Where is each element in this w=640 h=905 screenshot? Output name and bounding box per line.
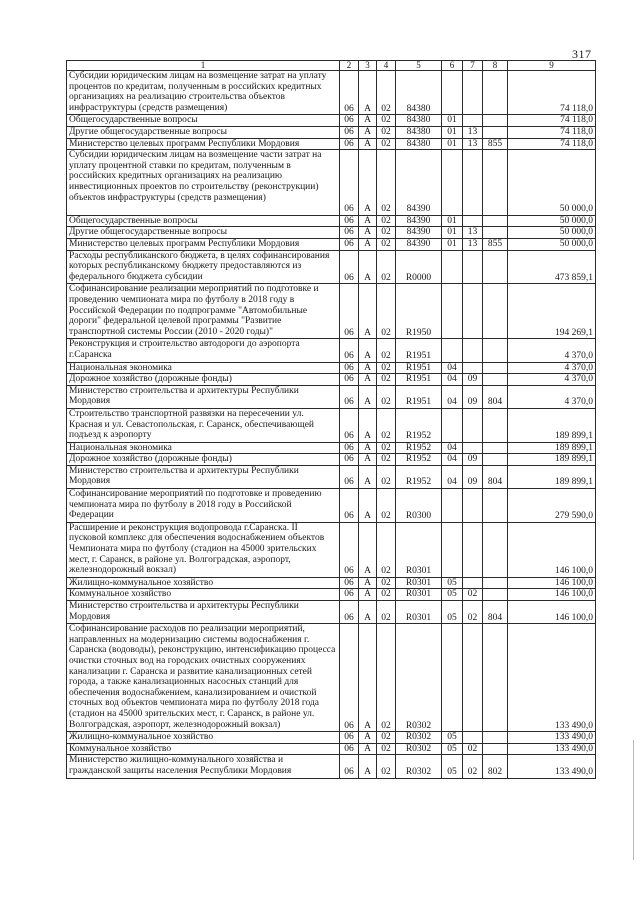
amount-cell: 4 370,0: [508, 374, 596, 386]
code-cell: 01: [442, 115, 463, 127]
amount-cell: 189 899,1: [508, 454, 596, 466]
code-cell: [483, 624, 508, 732]
code-cell: А: [359, 755, 377, 778]
code-cell: 06: [340, 589, 359, 601]
code-cell: 09: [463, 465, 483, 488]
scan-edge-mark: [633, 740, 634, 860]
code-cell: А: [359, 138, 377, 150]
table-row: [67, 138, 596, 150]
table-row: [67, 374, 596, 386]
code-cell: 05: [442, 577, 463, 589]
code-cell: [442, 250, 463, 284]
budget-table: [66, 60, 596, 779]
code-cell: 84390: [396, 238, 442, 250]
table-row: [67, 150, 596, 216]
code-cell: 02: [463, 601, 483, 624]
code-cell: 02: [377, 284, 396, 339]
code-cell: R0302: [396, 732, 442, 744]
code-cell: 06: [340, 732, 359, 744]
code-cell: [463, 522, 483, 577]
code-cell: 02: [377, 589, 396, 601]
code-cell: 06: [340, 442, 359, 454]
column-header: 2: [340, 61, 359, 71]
row-name-cell: Софинансирование мероприятий по подготовке и проведению чемпионата мира по футболу в 2018 году в Российской Федерации: [67, 489, 340, 523]
column-header: 3: [359, 61, 377, 71]
code-cell: 06: [340, 577, 359, 589]
code-cell: 02: [377, 465, 396, 488]
code-cell: 02: [463, 589, 483, 601]
code-cell: 02: [377, 624, 396, 732]
table-row: [67, 732, 596, 744]
amount-cell: 146 100,0: [508, 601, 596, 624]
code-cell: 06: [340, 743, 359, 755]
code-cell: [483, 115, 508, 127]
table-row: [67, 743, 596, 755]
code-cell: R1952: [396, 465, 442, 488]
amount-cell: 74 118,0: [508, 71, 596, 115]
code-cell: 84390: [396, 150, 442, 216]
column-header: 1: [67, 61, 340, 71]
code-cell: 02: [377, 522, 396, 577]
table-row: [67, 442, 596, 454]
code-cell: [463, 577, 483, 589]
code-cell: 02: [377, 385, 396, 408]
code-cell: А: [359, 743, 377, 755]
code-cell: R1951: [396, 339, 442, 362]
table-row: [67, 238, 596, 250]
amount-cell: 74 118,0: [508, 138, 596, 150]
code-cell: [483, 227, 508, 239]
code-cell: R1951: [396, 374, 442, 386]
code-cell: А: [359, 589, 377, 601]
code-cell: 02: [377, 115, 396, 127]
code-cell: 04: [442, 385, 463, 408]
page-number: 317: [572, 47, 592, 61]
code-cell: 84380: [396, 138, 442, 150]
row-name-cell: Министерство жилищно-коммунального хозяйства и гражданской защиты населения Республики Мордовия: [67, 755, 340, 778]
code-cell: R0302: [396, 624, 442, 732]
code-cell: [483, 215, 508, 227]
code-cell: [442, 408, 463, 442]
row-name-cell: Жилищно-коммунальное хозяйство: [67, 732, 340, 744]
table-row: [67, 489, 596, 523]
row-name-cell: Софинансирование реализации мероприятий по подготовке и проведению чемпионата мира по футболу в 2018 году в Российской Федерации по подпрограмме "Автомобильные дороги" федеральной целевой программы "Развитие транспортной системы России (2010 - 2020 годы)": [67, 284, 340, 339]
amount-cell: 146 100,0: [508, 577, 596, 589]
code-cell: [463, 284, 483, 339]
code-cell: 06: [340, 385, 359, 408]
code-cell: 84380: [396, 126, 442, 138]
code-cell: 01: [442, 238, 463, 250]
code-cell: R0300: [396, 489, 442, 523]
code-cell: [463, 732, 483, 744]
code-cell: [483, 339, 508, 362]
code-cell: [463, 408, 483, 442]
code-cell: 06: [340, 522, 359, 577]
table-row: [67, 454, 596, 466]
code-cell: 06: [340, 71, 359, 115]
code-cell: R0302: [396, 743, 442, 755]
code-cell: 06: [340, 238, 359, 250]
row-name-cell: Реконструкция и строительство автодороги до аэропорта г.Саранска: [67, 339, 340, 362]
code-cell: А: [359, 489, 377, 523]
code-cell: [463, 489, 483, 523]
code-cell: 02: [463, 743, 483, 755]
code-cell: 01: [442, 138, 463, 150]
code-cell: А: [359, 71, 377, 115]
row-name-cell: Жилищно-коммунальное хозяйство: [67, 577, 340, 589]
code-cell: А: [359, 408, 377, 442]
code-cell: [442, 624, 463, 732]
table-row: [67, 227, 596, 239]
code-cell: 02: [377, 339, 396, 362]
row-name-cell: Субсидии юридическим лицам на возмещение затрат на уплату процентов по кредитам, полученным в российских кредитных организациях на реализацию строительства объектов инфраструктуры (средств размещения): [67, 71, 340, 115]
code-cell: А: [359, 732, 377, 744]
table-row: [67, 284, 596, 339]
code-cell: 09: [463, 374, 483, 386]
code-cell: А: [359, 115, 377, 127]
code-cell: 06: [340, 755, 359, 778]
code-cell: 02: [377, 732, 396, 744]
code-cell: R0301: [396, 601, 442, 624]
amount-cell: 189 899,1: [508, 408, 596, 442]
code-cell: А: [359, 227, 377, 239]
table-row: [67, 601, 596, 624]
code-cell: 02: [377, 215, 396, 227]
code-cell: 05: [442, 755, 463, 778]
amount-cell: 189 899,1: [508, 442, 596, 454]
column-header: 8: [483, 61, 508, 71]
code-cell: 05: [442, 589, 463, 601]
amount-cell: 50 000,0: [508, 227, 596, 239]
code-cell: А: [359, 522, 377, 577]
table-row: [67, 126, 596, 138]
code-cell: 804: [483, 465, 508, 488]
code-cell: [483, 362, 508, 374]
code-cell: [483, 577, 508, 589]
code-cell: 09: [463, 385, 483, 408]
code-cell: 04: [442, 374, 463, 386]
column-header: 5: [396, 61, 442, 71]
code-cell: 05: [442, 732, 463, 744]
row-name-cell: Общегосударственные вопросы: [67, 115, 340, 127]
amount-cell: 194 269,1: [508, 284, 596, 339]
row-name-cell: Софинансирование расходов по реализации мероприятий, направленных на модернизацию системы водоснабжения г. Саранска (водоводы), реконструкцию, интенсификацию процесса очистки сточных вод на городских очистных сооружениях канализации г. Саранска и развитие канализационных сетей города, а также канализационных насосных станций для обеспечения водоснабжением, канализированием и очисткой сточных вод объектов чемпионата мира по футболу 2018 года (стадион на 45000 зрительских мест, г. Саранск, в районе ул. Волгоградская, аэропорт, железнодорожный вокзал): [67, 624, 340, 732]
code-cell: R1951: [396, 362, 442, 374]
code-cell: 06: [340, 138, 359, 150]
table-row: [67, 408, 596, 442]
code-cell: [463, 442, 483, 454]
code-cell: [463, 250, 483, 284]
code-cell: R0301: [396, 589, 442, 601]
code-cell: 02: [377, 601, 396, 624]
code-cell: 06: [340, 454, 359, 466]
row-name-cell: Строительство транспортной развязки на пересечении ул. Красная и ул. Севастопольская, г. Саранск, обеспечивающей подъезд к аэропорту: [67, 408, 340, 442]
code-cell: 84380: [396, 115, 442, 127]
code-cell: [483, 126, 508, 138]
code-cell: 02: [377, 408, 396, 442]
code-cell: 06: [340, 126, 359, 138]
code-cell: [442, 284, 463, 339]
code-cell: А: [359, 465, 377, 488]
code-cell: 13: [463, 126, 483, 138]
code-cell: 02: [377, 150, 396, 216]
amount-cell: 133 490,0: [508, 624, 596, 732]
code-cell: [463, 150, 483, 216]
code-cell: А: [359, 442, 377, 454]
amount-cell: 279 590,0: [508, 489, 596, 523]
code-cell: 01: [442, 126, 463, 138]
code-cell: 804: [483, 601, 508, 624]
code-cell: R1950: [396, 284, 442, 339]
row-name-cell: Расходы республиканского бюджета, в целях софинансирования которых республиканскому бюджету предоставляются из федерального бюджета субсидии: [67, 250, 340, 284]
code-cell: 05: [442, 743, 463, 755]
table-row: [67, 250, 596, 284]
table-row: [67, 115, 596, 127]
code-cell: 06: [340, 215, 359, 227]
code-cell: R0301: [396, 522, 442, 577]
code-cell: 09: [463, 454, 483, 466]
row-name-cell: Министерство строительства и архитектуры Республики Мордовия: [67, 601, 340, 624]
code-cell: 06: [340, 150, 359, 216]
code-cell: А: [359, 238, 377, 250]
code-cell: R0301: [396, 577, 442, 589]
code-cell: 02: [377, 454, 396, 466]
code-cell: А: [359, 362, 377, 374]
code-cell: 06: [340, 465, 359, 488]
code-cell: 04: [442, 465, 463, 488]
code-cell: 804: [483, 385, 508, 408]
code-cell: R1951: [396, 385, 442, 408]
row-name-cell: Другие общегосударственные вопросы: [67, 126, 340, 138]
table-row: [67, 385, 596, 408]
row-name-cell: Коммунальное хозяйство: [67, 743, 340, 755]
table-row: [67, 362, 596, 374]
amount-cell: 50 000,0: [508, 215, 596, 227]
code-cell: [463, 215, 483, 227]
code-cell: А: [359, 250, 377, 284]
table-row: [67, 624, 596, 732]
code-cell: 06: [340, 489, 359, 523]
table-row: [67, 465, 596, 488]
code-cell: 06: [340, 339, 359, 362]
code-cell: 13: [463, 227, 483, 239]
code-cell: 01: [442, 215, 463, 227]
code-cell: 02: [463, 755, 483, 778]
code-cell: 02: [377, 138, 396, 150]
code-cell: 06: [340, 115, 359, 127]
code-cell: 06: [340, 284, 359, 339]
code-cell: 02: [377, 238, 396, 250]
code-cell: 05: [442, 601, 463, 624]
table-row: [67, 577, 596, 589]
code-cell: R0000: [396, 250, 442, 284]
code-cell: 02: [377, 250, 396, 284]
code-cell: 02: [377, 227, 396, 239]
code-cell: 04: [442, 454, 463, 466]
row-name-cell: Другие общегосударственные вопросы: [67, 227, 340, 239]
code-cell: 06: [340, 374, 359, 386]
code-cell: 02: [377, 743, 396, 755]
amount-cell: 50 000,0: [508, 150, 596, 216]
code-cell: [483, 284, 508, 339]
code-cell: А: [359, 385, 377, 408]
row-name-cell: Министерство целевых программ Республики Мордовия: [67, 138, 340, 150]
code-cell: [463, 339, 483, 362]
row-name-cell: Министерство целевых программ Республики Мордовия: [67, 238, 340, 250]
code-cell: 84380: [396, 71, 442, 115]
code-cell: R1952: [396, 454, 442, 466]
table-row: [67, 522, 596, 577]
row-name-cell: Общегосударственные вопросы: [67, 215, 340, 227]
code-cell: А: [359, 601, 377, 624]
code-cell: [483, 374, 508, 386]
code-cell: [463, 624, 483, 732]
code-cell: 02: [377, 71, 396, 115]
amount-cell: 133 490,0: [508, 732, 596, 744]
code-cell: 855: [483, 238, 508, 250]
amount-cell: 473 859,1: [508, 250, 596, 284]
code-cell: [483, 150, 508, 216]
code-cell: А: [359, 126, 377, 138]
code-cell: 04: [442, 442, 463, 454]
code-cell: 02: [377, 489, 396, 523]
table-row: [67, 755, 596, 778]
code-cell: [483, 442, 508, 454]
code-cell: 06: [340, 362, 359, 374]
column-header: 9: [508, 61, 596, 71]
row-name-cell: Расширение и реконструкция водопровода г.Саранска. II пусковой комплекс для обеспечения водоснабжением объектов Чемпионата мира по футболу (стадион на 45000 зрительских мест, г. Саранск, в районе ул. Волгоградская, аэропорт, железнодорожный вокзал): [67, 522, 340, 577]
code-cell: А: [359, 339, 377, 362]
row-name-cell: Министерство строительства и архитектуры Республики Мордовия: [67, 385, 340, 408]
row-name-cell: Субсидии юридическим лицам на возмещение части затрат на уплату процентной ставки по кредитам, полученным в российских кредитных организациях на реализацию инвестиционных проектов по строительству (реконструкции) объектов инфраструктуры (средств размещения): [67, 150, 340, 216]
code-cell: А: [359, 374, 377, 386]
code-cell: 06: [340, 601, 359, 624]
code-cell: 13: [463, 138, 483, 150]
row-name-cell: Национальная экономика: [67, 442, 340, 454]
code-cell: [483, 408, 508, 442]
code-cell: 802: [483, 755, 508, 778]
code-cell: 06: [340, 624, 359, 732]
code-cell: 02: [377, 362, 396, 374]
table-body: [67, 71, 596, 779]
table-header-row: [67, 61, 596, 71]
row-name-cell: Коммунальное хозяйство: [67, 589, 340, 601]
table-row: [67, 71, 596, 115]
code-cell: 02: [377, 442, 396, 454]
amount-cell: 74 118,0: [508, 126, 596, 138]
code-cell: [442, 339, 463, 362]
column-header: 4: [377, 61, 396, 71]
amount-cell: 133 490,0: [508, 755, 596, 778]
row-name-cell: Дорожное хозяйство (дорожные фонды): [67, 374, 340, 386]
code-cell: А: [359, 454, 377, 466]
row-name-cell: Министерство строительства и архитектуры Республики Мордовия: [67, 465, 340, 488]
amount-cell: 74 118,0: [508, 115, 596, 127]
code-cell: 02: [377, 755, 396, 778]
amount-cell: 146 100,0: [508, 522, 596, 577]
code-cell: 06: [340, 408, 359, 442]
amount-cell: 4 370,0: [508, 339, 596, 362]
column-header: 7: [463, 61, 483, 71]
code-cell: [483, 71, 508, 115]
code-cell: А: [359, 577, 377, 589]
code-cell: R1952: [396, 408, 442, 442]
code-cell: [463, 362, 483, 374]
amount-cell: 133 490,0: [508, 743, 596, 755]
code-cell: 06: [340, 227, 359, 239]
code-cell: R1952: [396, 442, 442, 454]
code-cell: 84390: [396, 215, 442, 227]
amount-cell: 4 370,0: [508, 362, 596, 374]
table-row: [67, 589, 596, 601]
code-cell: [483, 589, 508, 601]
code-cell: А: [359, 150, 377, 216]
row-name-cell: Дорожное хозяйство (дорожные фонды): [67, 454, 340, 466]
amount-cell: 146 100,0: [508, 589, 596, 601]
code-cell: [483, 522, 508, 577]
code-cell: [483, 489, 508, 523]
code-cell: 02: [377, 126, 396, 138]
code-cell: 06: [340, 250, 359, 284]
column-header: 6: [442, 61, 463, 71]
row-name-cell: Национальная экономика: [67, 362, 340, 374]
code-cell: 02: [377, 577, 396, 589]
table-row: [67, 215, 596, 227]
code-cell: [442, 489, 463, 523]
amount-cell: 50 000,0: [508, 238, 596, 250]
code-cell: [483, 250, 508, 284]
code-cell: А: [359, 624, 377, 732]
code-cell: А: [359, 215, 377, 227]
code-cell: 04: [442, 362, 463, 374]
code-cell: 855: [483, 138, 508, 150]
code-cell: А: [359, 284, 377, 339]
amount-cell: 4 370,0: [508, 385, 596, 408]
code-cell: [442, 522, 463, 577]
amount-cell: 189 899,1: [508, 465, 596, 488]
code-cell: [463, 71, 483, 115]
code-cell: [442, 150, 463, 216]
code-cell: [483, 732, 508, 744]
code-cell: [483, 454, 508, 466]
code-cell: [442, 71, 463, 115]
code-cell: [483, 743, 508, 755]
code-cell: [463, 115, 483, 127]
code-cell: R0302: [396, 755, 442, 778]
table-row: [67, 339, 596, 362]
code-cell: 84390: [396, 227, 442, 239]
code-cell: 01: [442, 227, 463, 239]
code-cell: 02: [377, 374, 396, 386]
code-cell: 13: [463, 238, 483, 250]
